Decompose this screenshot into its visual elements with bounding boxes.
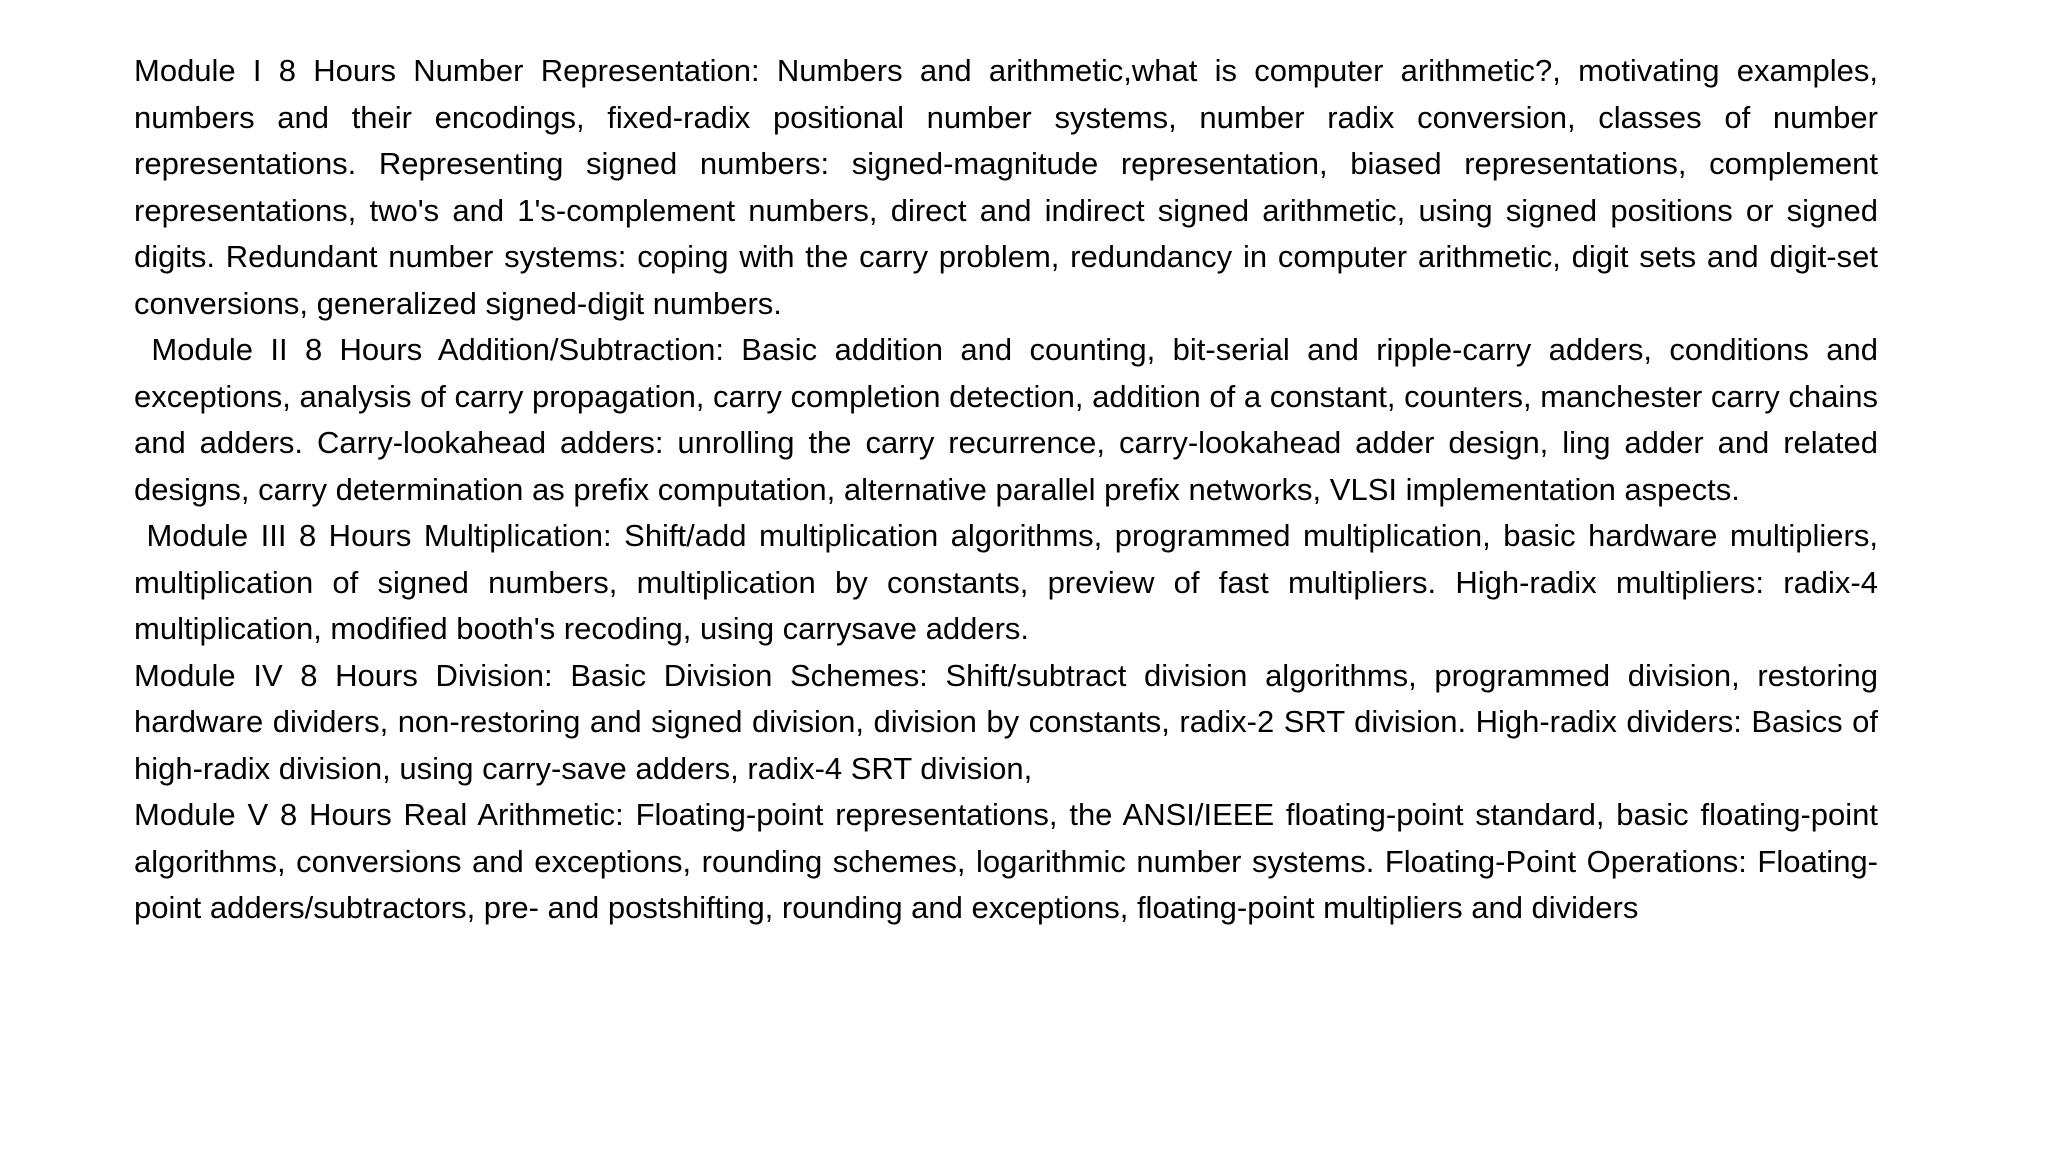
module-3-paragraph: Module III 8 Hours Multiplication: Shift/add multiplication algorithms, programmed multiplication, basic hardware multipliers, multiplication of signed numbers, multiplication by constants, preview of fast multipliers. High-radix multipliers: radix-4 multiplication, modified booth's recoding, using carrysave adders. bbox=[134, 518, 1887, 646]
module-2-paragraph: Module II 8 Hours Addition/Subtraction: Basic addition and counting, bit-serial and ripple-carry adders, conditions and exceptions, analysis of carry propagation, carry completion detection, addition of a constant, counters, manchester carry chains and adders. Carry-lookahead adders: unrolling the carry recurrence, carry-lookahead adder design, ling adder and related designs, carry determination as prefix computation, alternative parallel prefix networks, VLSI implementation aspects. bbox=[134, 332, 1887, 507]
module-4-paragraph: Module IV 8 Hours Division: Basic Division Schemes: Shift/subtract division algorithms, programmed division, restoring hardware dividers, non-restoring and signed division, division by constants, radix-2 SRT division. High-radix dividers: Basics of high-radix division, using carry-save adders, radix-4 SRT division, bbox=[134, 657, 1887, 786]
syllabus-document bbox=[134, 48, 1887, 932]
module-1-paragraph: Module I 8 Hours Number Representation: Numbers and arithmetic,what is computer arithmetic?, motivating examples, numbers and their encodings, fixed-radix positional number systems, number radix conversion, classes of number representations. Representing signed numbers: signed-magnitude representation, biased representations, complement representations, two's and 1's-complement numbers, direct and indirect signed arithmetic, using signed positions or signed digits. Redundant number systems: coping with the carry problem, redundancy in computer arithmetic, digit sets and digit-set conversions, generalized signed-digit numbers. bbox=[134, 53, 1887, 321]
module-5-paragraph: Module V 8 Hours Real Arithmetic: Floating-point representations, the ANSI/IEEE floating-point standard, basic floating-point algorithms, conversions and exceptions, rounding schemes, logarithmic number systems. Floating-Point Operations: Floating-point adders/subtractors, pre- and postshifting, rounding and exceptions, floating-point multipliers and dividers bbox=[134, 797, 1887, 925]
